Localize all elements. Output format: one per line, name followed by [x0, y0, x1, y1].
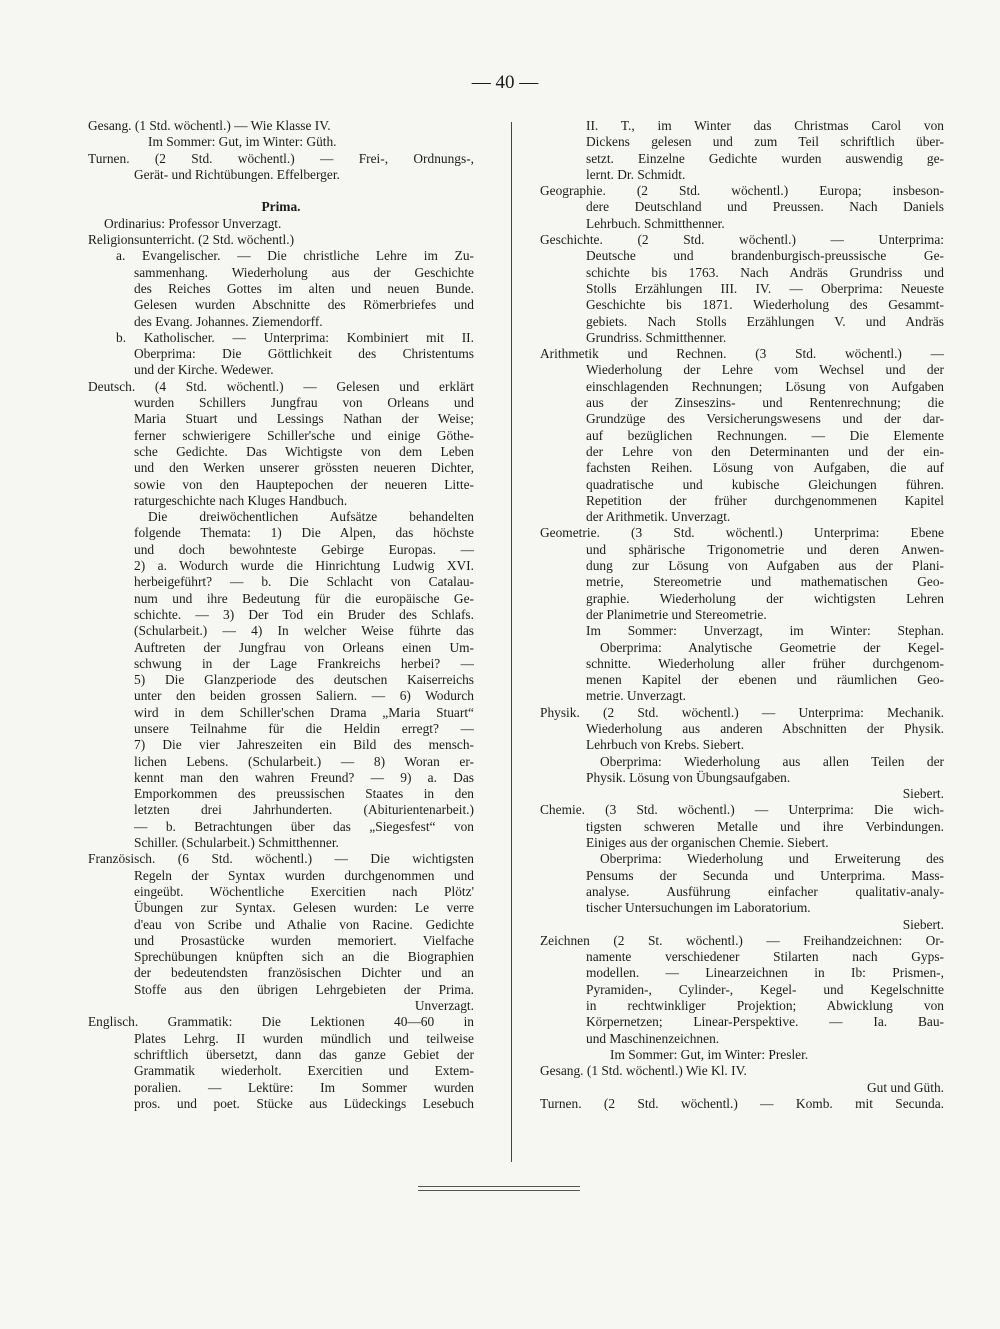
text-line: sammenhang. Wiederholung aus der Geschichte [134, 264, 474, 280]
text-line: und der Kirche. Wedewer. [134, 362, 274, 378]
text-line: Übungen zur Syntax. Gelesen wurden: Le verre [134, 900, 474, 916]
text-line: und sphärische Trigonometrie und deren Anwen- [586, 541, 944, 557]
page-number: — 40 — [471, 72, 539, 93]
text-line: Prima. [261, 199, 301, 215]
text-line: wird in dem Schiller'schen Drama „Maria Stuart“ [134, 704, 474, 720]
text-line: II. T., im Winter das Christmas Carol von [586, 118, 944, 133]
text-line: und Prosastücke wurden memoriert. Vielfache [134, 932, 474, 948]
text-line: Einiges aus der organischen Chemie. Siebert. [586, 835, 829, 851]
text-line: Pyramiden-, Cylinder-, Kegel- und Kegelschnitte [586, 981, 944, 997]
text-line: Gesang. (1 Std. wöchentl.) — Wie Klasse IV. [88, 118, 331, 133]
text-line: Geometrie. (3 Std. wöchentl.) Unterprima: Ebene [540, 525, 944, 541]
text-line: 5) Die Glanzperiode des deutschen Kaiserreichs [134, 672, 474, 688]
text-line: Pensums der Secunda und Unterprima. Mass- [586, 867, 944, 883]
text-line: Emporkommen des preussischen Staates in den [134, 786, 474, 802]
closing-rule-top [418, 1186, 580, 1187]
text-line: metrie, Stereometrie und mathematischen Geo- [586, 574, 944, 590]
text-line: Stoffe aus den übrigen Lehrgebieten der Prima. [134, 981, 474, 997]
text-line: einschlagenden Rechnungen; Lösung von Aufgaben [586, 378, 944, 394]
text-line: 2) a. Wodurch wurde die Hinrichtung Ludwig XVI. [134, 558, 474, 574]
text-line: setzt. Einzelne Gedichte wurden auswendig ge- [586, 150, 944, 166]
text-line: Körpernetzen; Linear-Perspektive. — Ia. Bau- [586, 1014, 944, 1030]
text-line: fachsten Reihen. Lösung von Aufgaben, die auf [586, 460, 944, 476]
text-line: und den Werken unserer grössten neueren Dichter, [134, 460, 474, 476]
text-line: gebiets. Nach Stolls Erzählungen V. und Andräs [586, 313, 944, 329]
text-line: auf bezüglichen Rechnungen. — Die Elemente [586, 427, 944, 443]
text-line: dere Deutschland und Preussen. Nach Daniels [586, 199, 944, 215]
text-line: Deutsch. (4 Std. wöchentl.) — Gelesen und erklärt [88, 378, 474, 394]
text-line: modellen. — Linearzeichnen in Ib: Prismen-, [586, 965, 944, 981]
text-line: Gesang. (1 Std. wöchentl.) Wie Kl. IV. [540, 1063, 747, 1079]
text-line: schwung in der Lage Frankreichs herbei? — [134, 655, 474, 671]
right-column [540, 118, 944, 1112]
text-line: Siebert. [902, 916, 944, 932]
text-line: Oberprima: Die Göttlichkeit des Christentums [134, 346, 474, 362]
text-line: Französisch. (6 Std. wöchentl.) — Die wichtigsten [88, 851, 474, 867]
text-line: Grammatik wiederholt. Exercitien und Extem- [134, 1063, 474, 1079]
text-line: Oberprima: Wiederholung aus allen Teilen der [600, 753, 944, 769]
text-line: des Evang. Johannes. Ziemendorff. [134, 313, 323, 329]
text-line: Unverzagt. [414, 998, 474, 1014]
text-line: herbeigeführt? — b. Die Schlacht von Catalau- [134, 574, 474, 590]
text-line: lernt. Dr. Schmidt. [586, 166, 686, 182]
text-line: a. Evangelischer. — Die christliche Lehre im Zu- [116, 248, 474, 264]
text-line: schichte bis 1763. Nach Andräs Grundriss und [586, 264, 944, 280]
text-line: Oberprima: Analytische Geometrie der Kegel- [600, 639, 944, 655]
text-line: schnitte. Wiederholung aller früher durchgenom- [586, 655, 944, 671]
text-line: sche Gedichte. Das Wichtigste von dem Leben [134, 443, 474, 459]
text-line: Physik. (2 Std. wöchentl.) — Unterprima: Mechanik. [540, 704, 944, 720]
text-line: kennt man den wahren Freund? — 9) a. Das [134, 769, 474, 785]
text-line: Turnen. (2 Std. wöchentl.) — Komb. mit Secunda. [540, 1095, 944, 1111]
text-line: metrie. Unverzagt. [586, 688, 687, 704]
text-line: Religionsunterricht. (2 Std. wöchentl.) [88, 232, 295, 248]
text-line: Geschichte bis 1871. Wiederholung des Gesammt- [586, 297, 944, 313]
text-line: unter den beiden grossen Saliern. — 6) Wodurch [134, 688, 474, 704]
text-line: und doch bewohnteste Gebirge Europas. — [134, 541, 474, 557]
text-line: Turnen. (2 Std. wöchentl.) — Frei-, Ordnungs-, [88, 150, 474, 166]
text-line: der bedeutendsten französischen Dichter und an [134, 965, 474, 981]
text-line: Im Sommer: Gut, im Winter: Presler. [610, 1046, 809, 1062]
text-line: der Planimetrie und Stereometrie. [586, 606, 767, 622]
text-line: schriftlich übersetzt, dann das ganze Gebiet der [134, 1046, 474, 1062]
text-line: Ordinarius: Professor Unverzagt. [104, 215, 282, 231]
text-line: Geschichte. (2 Std. wöchentl.) — Unterprima: [540, 232, 944, 248]
text-line: Die dreiwöchentlichen Aufsätze behandelten [148, 509, 474, 525]
text-line: ferner schwierigere Schiller'sche und einige Göthe- [134, 427, 474, 443]
text-line: Auftreten der Jungfrau von Orleans einen Um- [134, 639, 474, 655]
text-line: analyse. Ausführung einfacher qualitativ-analy- [586, 883, 944, 899]
text-line: raturgeschichte nach Kluges Handbuch. [134, 492, 348, 508]
text-line: quadratische und kubische Gleichungen führen. [586, 476, 944, 492]
text-line: eingeübt. Wöchentliche Exercitien nach Plötz' [134, 883, 474, 899]
text-line: namente verschiedener Stilarten nach Gyps- [586, 949, 944, 965]
text-line: Repetition der früher durchgenommenen Kapitel [586, 492, 944, 508]
text-line: schichte. — 3) Der Tod ein Bruder des Schlafs. [134, 606, 474, 622]
text-line: folgende Themata: 1) Die Alpen, das höchste [134, 525, 474, 541]
text-line: der Arithmetik. Unverzagt. [586, 509, 731, 525]
text-line: sowie von den Hauptepochen der neueren Litte- [134, 476, 474, 492]
text-line: Maria Stuart und Lessings Nathan der Weise; [134, 411, 474, 427]
text-line: Zeichnen (2 St. wöchentl.) — Freihandzeichnen: Or- [540, 932, 944, 948]
text-line: Lehrbuch von Krebs. Siebert. [586, 737, 745, 753]
text-line: tigsten schweren Metalle und ihre Verbindungen. [586, 818, 944, 834]
text-line: Englisch. Grammatik: Die Lektionen 40—60 in [88, 1014, 474, 1030]
text-line: unsere Teilnahme für die Heldin erregt? — [134, 720, 474, 736]
text-line: aus der Zinseszins- und Rentenrechnung; die [586, 395, 944, 411]
closing-rule-bottom [418, 1190, 580, 1191]
text-line: Gerät- und Richtübungen. Effelberger. [134, 166, 340, 182]
text-line: Im Sommer: Gut, im Winter: Güth. [148, 134, 337, 150]
text-line: menen Kapitel der ebenen und räumlichen Geo- [586, 672, 944, 688]
text-line: b. Katholischer. — Unterprima: Kombiniert mit II. [116, 329, 474, 345]
text-line: Oberprima: Wiederholung und Erweiterung des [600, 851, 944, 867]
text-line: lichen Lebens. (Schularbeit.) — 8) Woran er- [134, 753, 474, 769]
text-line: Siebert. [902, 786, 944, 802]
text-line: in rechtwinkliger Projektion; Abwicklung von [586, 998, 944, 1014]
text-line: Plates Lehrg. II wurden mündlich und teilweise [134, 1030, 474, 1046]
text-line: Deutsche und brandenburgisch-preussische Ge- [586, 248, 944, 264]
text-line: 7) Die vier Jahreszeiten ein Bild des mensch- [134, 737, 474, 753]
column-divider [511, 122, 512, 1162]
text-line: Regeln der Syntax wurden durchgenommen und [134, 867, 474, 883]
left-column [88, 118, 474, 1112]
text-line: poralien. — Lektüre: Im Sommer wurden [134, 1079, 474, 1095]
text-line: Chemie. (3 Std. wöchentl.) — Unterprima: Die wich- [540, 802, 944, 818]
text-line: letzten drei Jahrhunderten. (Abiturientenarbeit.) [134, 802, 474, 818]
text-line: Dickens gelesen und zum Teil schriftlich über- [586, 134, 944, 150]
text-line: Stolls Erzählungen III. IV. — Oberprima: Neueste [586, 280, 944, 296]
text-line: Schiller. (Schularbeit.) Schmitthenner. [134, 835, 339, 851]
text-line: des Reiches Gottes im alten und neuen Bunde. [134, 280, 474, 296]
text-line: dung zur Lösung von Aufgaben aus der Plani- [586, 558, 944, 574]
text-line: num und ihre Bedeutung für die europäische Ge- [134, 590, 474, 606]
text-line: wurden Schillers Jungfrau von Orleans und [134, 395, 474, 411]
text-line: tischer Untersuchungen im Laboratorium. [586, 900, 811, 916]
text-line: der Lehre von den Determinanten und der ein- [586, 443, 944, 459]
text-line: Geographie. (2 Std. wöchentl.) Europa; insbeson- [540, 183, 944, 199]
text-line: d'eau von Scribe und Athalie von Racine. Gedichte [134, 916, 474, 932]
text-line: Gelesen wurden Abschnitte des Römerbriefes und [134, 297, 474, 313]
text-line: Physik. Lösung von Übungsaufgaben. [586, 769, 791, 785]
text-line: graphie. Wiederholung der wichtigsten Lehren [586, 590, 944, 606]
text-line: Wiederholung aus anderen Abschnitten der Physik. [586, 720, 944, 736]
text-line: Grundzüge des Versicherungswesens und der dar- [586, 411, 944, 427]
text-line: und Maschinenzeichnen. [586, 1030, 720, 1046]
text-line: Wiederholung der Lehre vom Wechsel und der [586, 362, 944, 378]
text-line: Grundriss. Schmitthenner. [586, 329, 727, 345]
text-line: pros. und poet. Stücke aus Lüdeckings Lesebuch [134, 1095, 474, 1111]
text-line: (Schularbeit.) — 4) In welcher Weise führte das [134, 623, 474, 639]
text-line [88, 183, 474, 199]
text-line: — b. Betrachtungen über das „Siegesfest“ von [134, 818, 474, 834]
text-line: Im Sommer: Unverzagt, im Winter: Stephan. [586, 623, 944, 639]
text-line: Lehrbuch. Schmitthenner. [586, 215, 725, 231]
text-line: Arithmetik und Rechnen. (3 Std. wöchentl.) — [540, 346, 944, 362]
text-line: Gut und Güth. [867, 1079, 944, 1095]
text-line: Sprechübungen knüpften sich an die Biographien [134, 949, 474, 965]
